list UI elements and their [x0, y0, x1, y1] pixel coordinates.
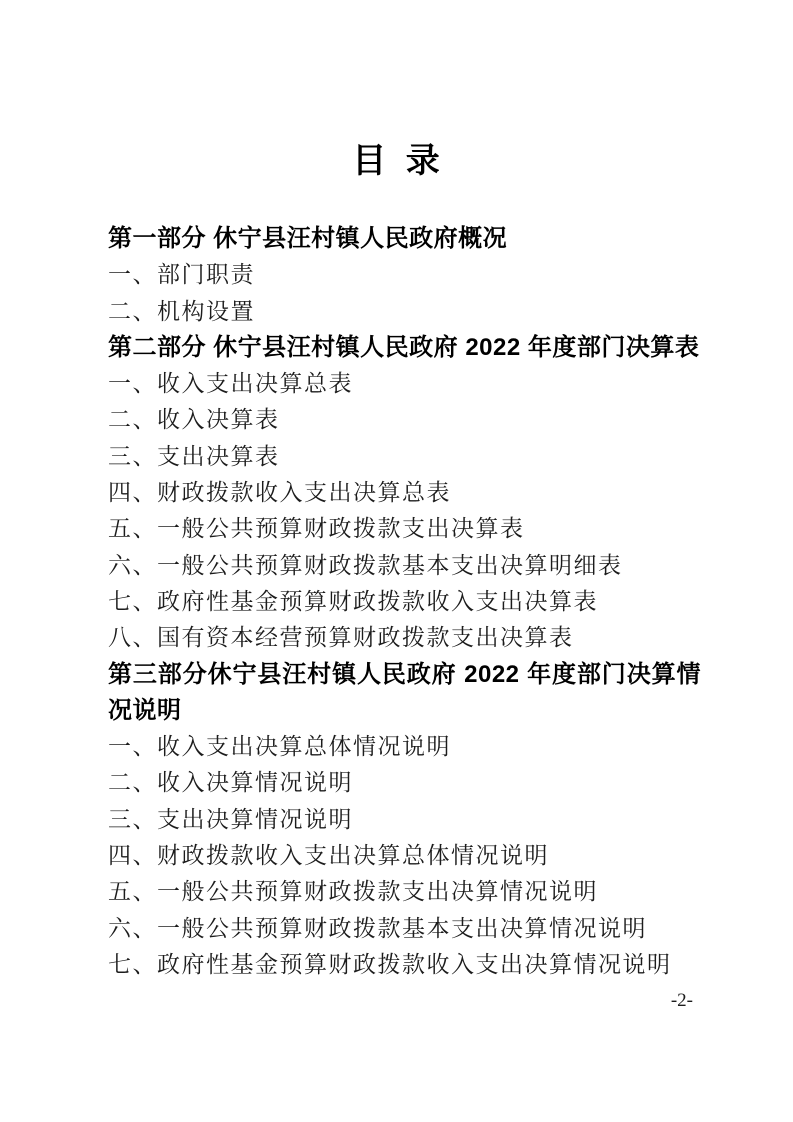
toc-section-3-heading: 第三部分休宁县汪村镇人民政府 2022 年度部门决算情况说明: [108, 660, 701, 724]
toc-item: 七、政府性基金预算财政拨款收入支出决算表: [108, 588, 598, 614]
toc-item: 五、一般公共预算财政拨款支出决算表: [108, 516, 525, 542]
toc-item: 七、政府性基金预算财政拨款收入支出决算情况说明: [108, 951, 672, 977]
toc-item: 一、收入支出决算总体情况说明: [108, 734, 451, 760]
toc-item: 三、支出决算情况说明: [108, 806, 353, 832]
toc-item: 四、财政拨款收入支出决算总体情况说明: [108, 843, 549, 869]
toc-item: 五、一般公共预算财政拨款支出决算情况说明: [108, 879, 598, 905]
toc-section-1-heading: 第一部分 休宁县汪村镇人民政府概况: [108, 225, 508, 252]
toc-item: 六、一般公共预算财政拨款基本支出决算情况说明: [108, 915, 647, 941]
toc-item: 三、支出决算表: [108, 443, 280, 469]
toc-item: 六、一般公共预算财政拨款基本支出决算明细表: [108, 552, 623, 578]
page-number: -2-: [670, 990, 693, 1012]
toc-item: 二、机构设置: [108, 298, 255, 324]
page-title: 目 录: [352, 142, 441, 180]
toc-item: 一、收入支出决算总表: [108, 371, 353, 397]
toc-item: 八、国有资本经营预算财政拨款支出决算表: [108, 625, 574, 651]
toc-item: 四、财政拨款收入支出决算总表: [108, 480, 451, 506]
toc-section-2-heading: 第二部分 休宁县汪村镇人民政府 2022 年度部门决算表: [108, 333, 700, 361]
toc-item: 二、收入决算表: [108, 407, 280, 433]
toc-item: 一、部门职责: [108, 262, 255, 288]
table-of-contents: [108, 221, 701, 983]
toc-item: 二、收入决算情况说明: [108, 770, 353, 796]
